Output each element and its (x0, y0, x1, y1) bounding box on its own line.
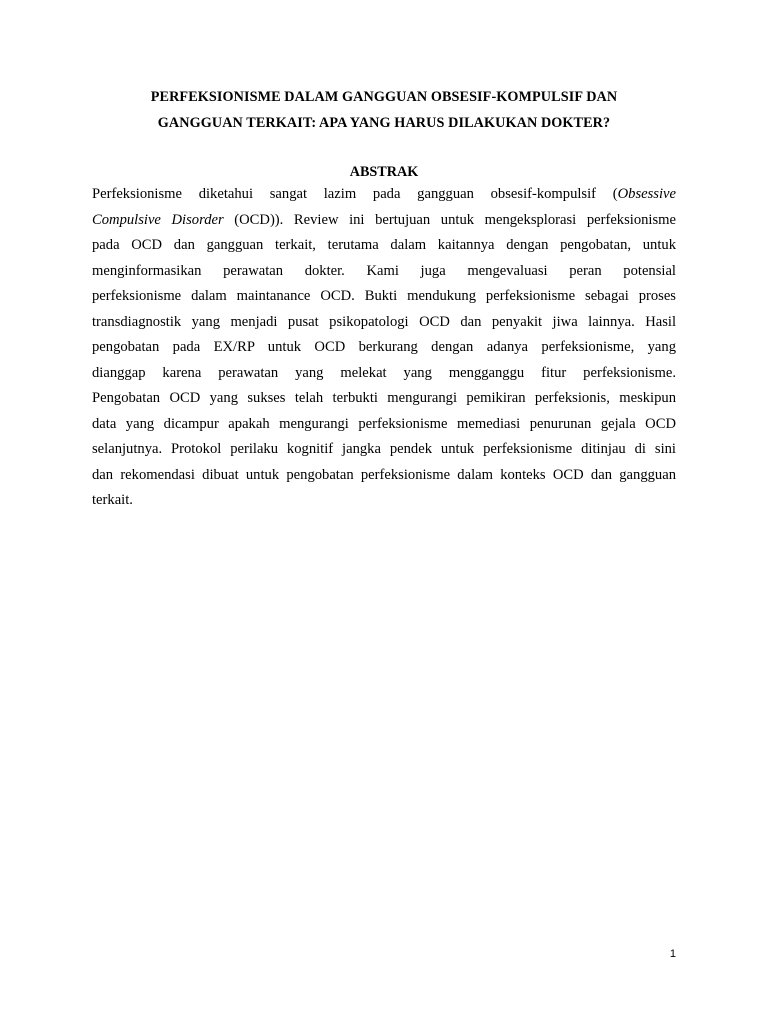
title-line-2: GANGGUAN TERKAIT: APA YANG HARUS DILAKUKAN DOKTER? (157, 115, 611, 131)
abstract-text: dan rekomendasi dibuat untuk pengobatan perfeksionisme dalam konteks OCD dan gangguan (92, 466, 676, 483)
abstract-text: pengobatan pada EX/RP untuk OCD berkurang dengan adanya perfeksionisme, yang (92, 339, 676, 355)
abstract-line (92, 437, 676, 463)
abstract-line (92, 463, 676, 489)
abstract-text: menginformasikan perawatan dokter. Kami juga mengevaluasi peran potensial (92, 262, 676, 279)
abstract-line (92, 310, 676, 336)
title-line-1: PERFEKSIONISME DALAM GANGGUAN OBSESIF-KOMPULSIF DAN (150, 89, 618, 105)
document-title (92, 84, 676, 136)
abstract-line (92, 284, 676, 310)
abstract-line (92, 361, 676, 387)
abstract-line (92, 208, 676, 234)
abstract-line (92, 386, 676, 412)
abstract-heading: ABSTRAK (349, 164, 419, 180)
page-number: 1 (669, 948, 676, 960)
abstract-italic-text: Obsessive (617, 186, 676, 202)
abstract-text: data yang dicampur apakah mengurangi perfeksionisme memediasi penurunan gejala OCD (92, 415, 676, 432)
abstract-text: selanjutnya. Protokol perilaku kognitif jangka pendek untuk perfeksionisme ditinjau di sini (92, 441, 676, 457)
abstract-line (92, 259, 676, 285)
abstract-text: (OCD)). Review ini bertujuan untuk mengeksplorasi perfeksionisme (223, 211, 676, 228)
abstract-text: Pengobatan OCD yang sukses telah terbukti mengurangi pemikiran perfeksionis, meskipun (92, 390, 676, 406)
abstract-line (92, 488, 676, 514)
abstract-text: transdiagnostik yang menjadi pusat psikopatologi OCD dan penyakit jiwa lainnya. Hasil (92, 313, 676, 330)
abstract-text: terkait. (92, 492, 133, 508)
abstract-line (92, 233, 676, 259)
abstract-text: Perfeksionisme diketahui sangat lazim pada gangguan obsesif-kompulsif ( (92, 186, 618, 202)
abstract-body (92, 182, 676, 514)
abstract-line (92, 182, 676, 208)
abstract-text: dianggap karena perawatan yang melekat yang mengganggu fitur perfeksionisme. (92, 364, 676, 381)
abstract-line (92, 412, 676, 438)
abstract-text: pada OCD dan gangguan terkait, terutama dalam kaitannya dengan pengobatan, untuk (92, 237, 676, 253)
abstract-line (92, 335, 676, 361)
abstract-text: perfeksionisme dalam maintanance OCD. Bukti mendukung perfeksionisme sebagai proses (92, 288, 676, 304)
abstract-italic-text: Compulsive Disorder (92, 211, 224, 228)
